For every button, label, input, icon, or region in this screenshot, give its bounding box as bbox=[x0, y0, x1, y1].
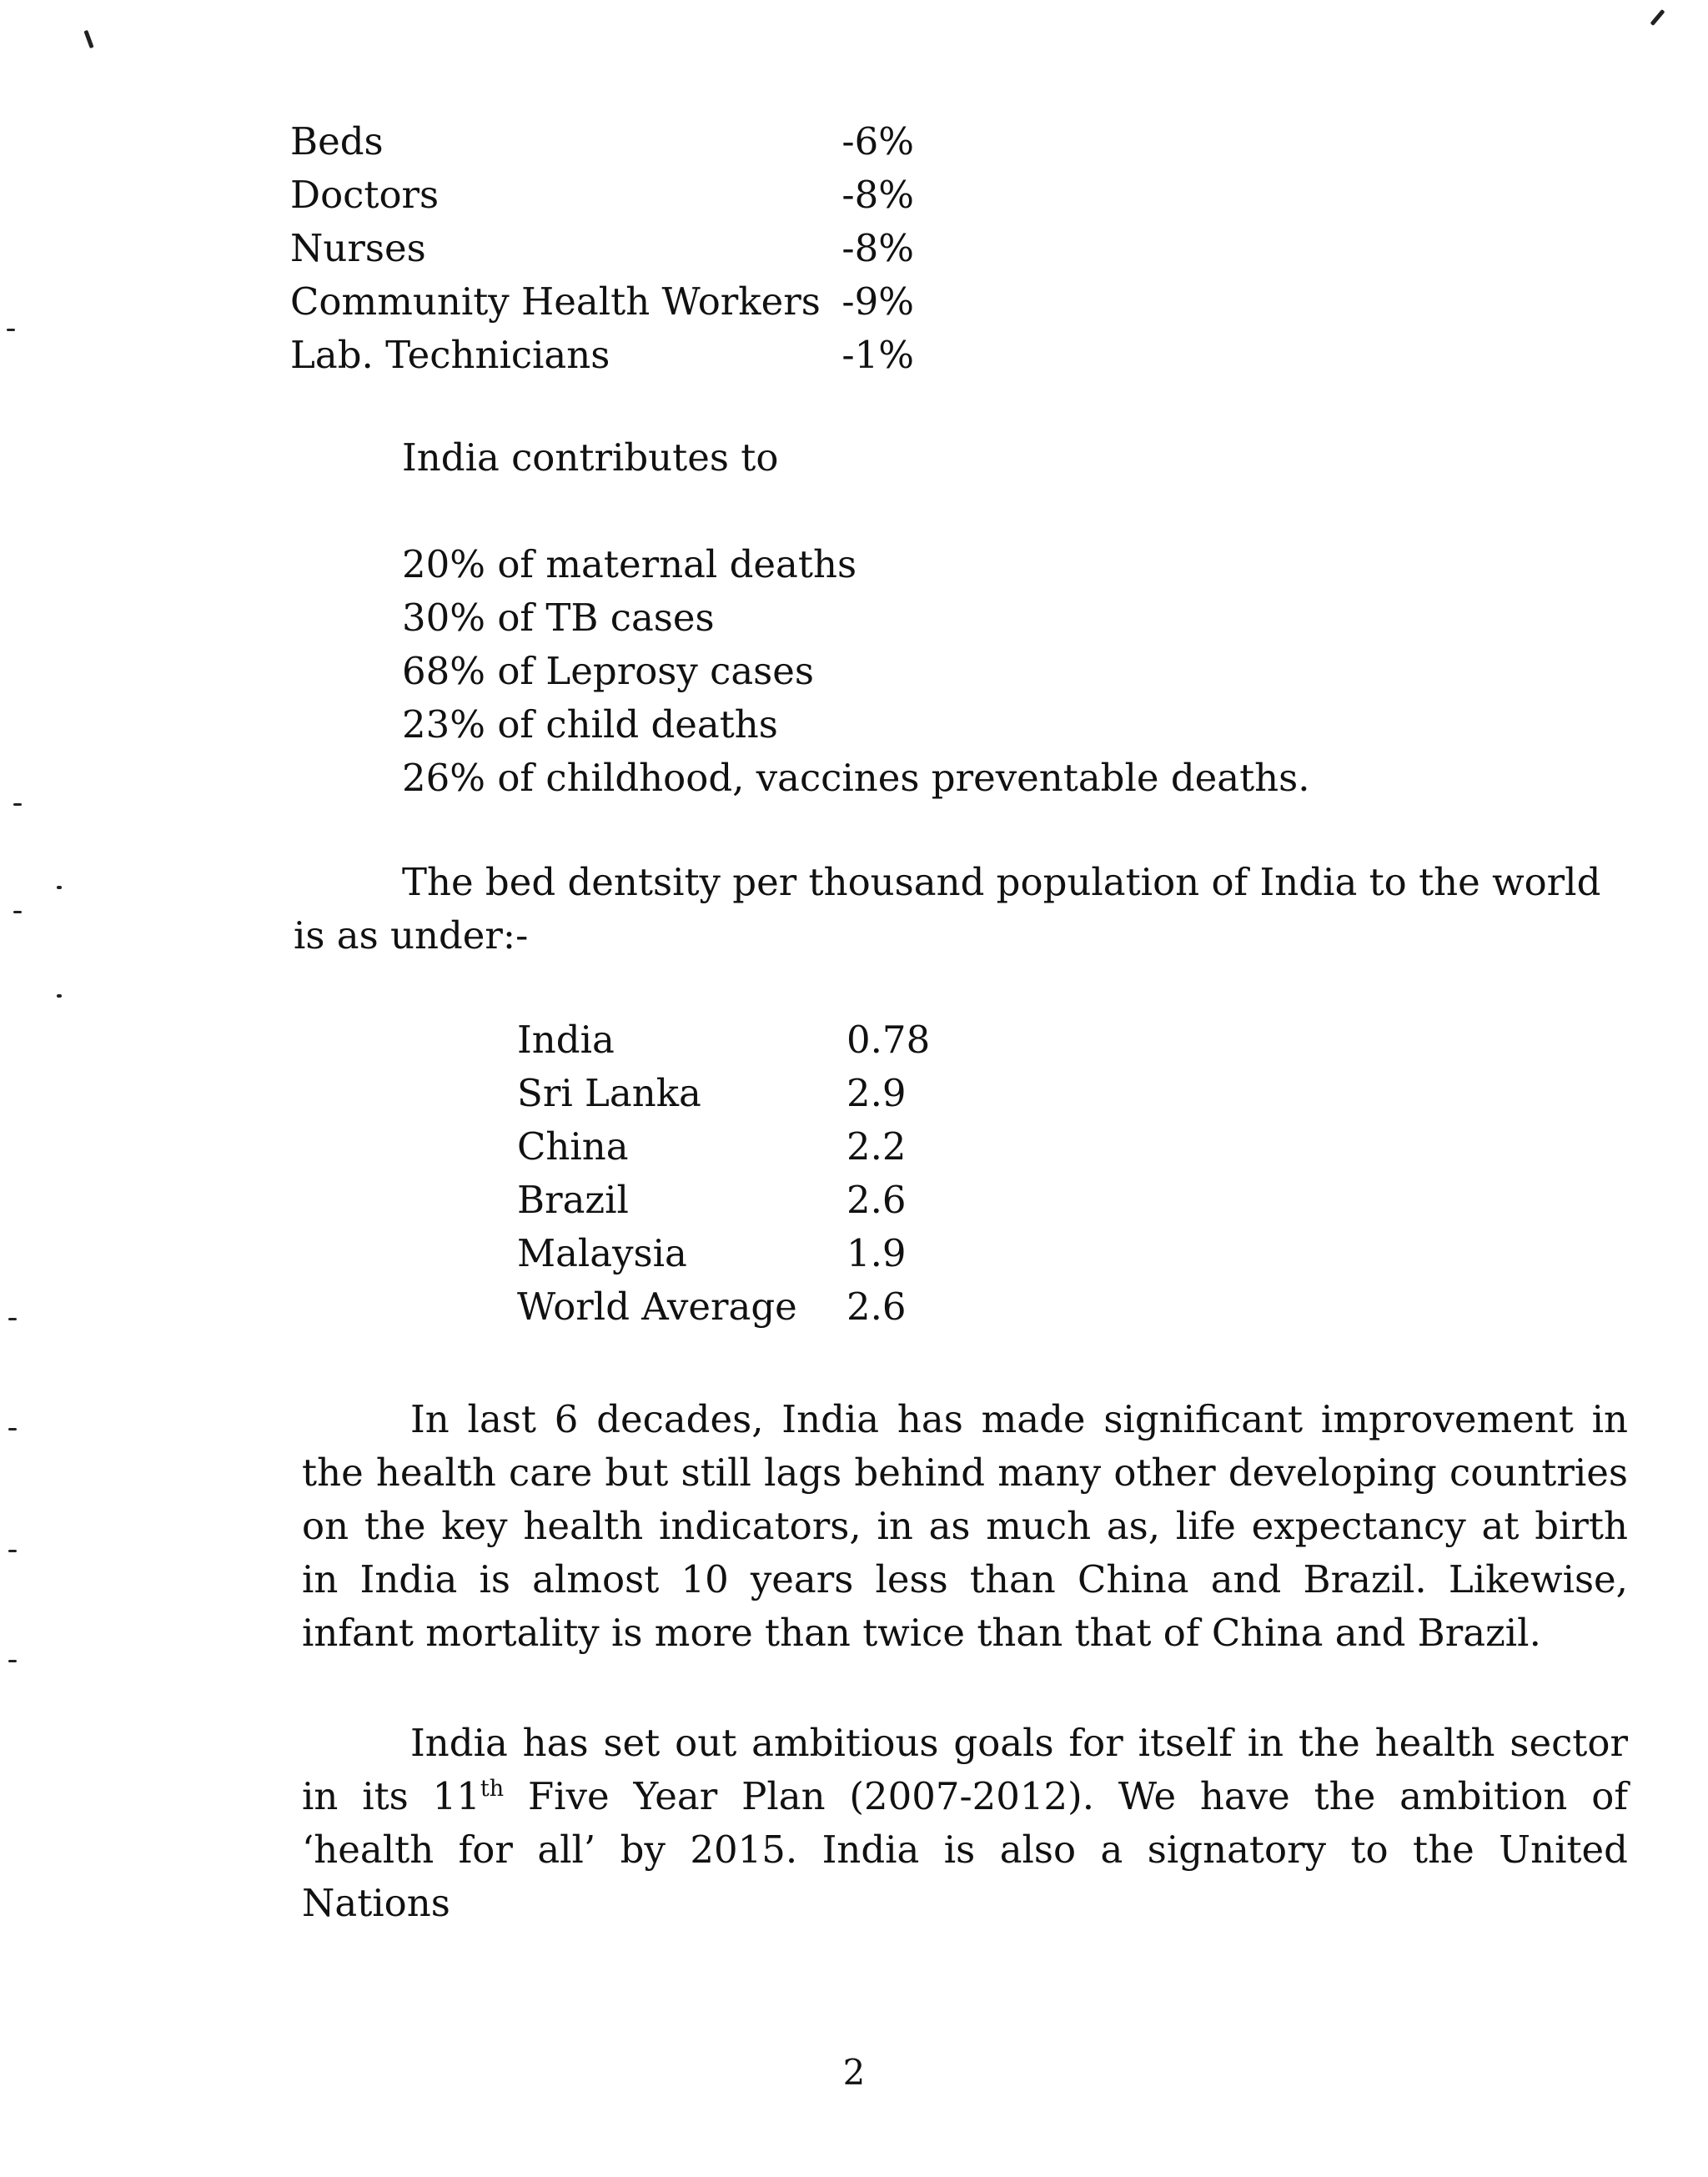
list-item: 68% of Leprosy cases bbox=[402, 649, 814, 693]
shortage-label: Beds bbox=[290, 119, 384, 163]
bed-value: 0.78 bbox=[846, 1018, 931, 1062]
scan-mark bbox=[83, 30, 93, 48]
scan-mark bbox=[13, 803, 22, 806]
bed-value: 2.6 bbox=[846, 1178, 907, 1222]
paragraph-decades-text: In last 6 decades, India has made significant improvement in the health care but still lags behind many other developing countries on the key health indicators, in as much as, life expectancy at birth in India is almost 10 years less than China and Brazil. Likewise, infant mortality is more than twice than that of China and Brazil. bbox=[302, 1397, 1628, 1655]
scan-mark bbox=[8, 1550, 17, 1552]
paragraph-decades bbox=[302, 1393, 1628, 1660]
bed-value: 2.6 bbox=[846, 1285, 907, 1329]
shortage-label: Lab. Technicians bbox=[290, 333, 610, 377]
shortage-value: -9% bbox=[841, 279, 914, 324]
bed-country: Brazil bbox=[517, 1178, 629, 1222]
shortage-value: -8% bbox=[841, 226, 914, 270]
paragraph-goals-text: India has set out ambitious goals for itself in the health sector in its 11 bbox=[302, 1721, 1628, 1818]
list-item: 30% of TB cases bbox=[402, 596, 715, 640]
paragraph-goals-text-cont: Five Year Plan (2007-2012). We have the ambition of ‘health for all’ by 2015. India is also a signatory to the United Nations bbox=[302, 1774, 1628, 1925]
contributes-intro: India contributes to bbox=[402, 435, 779, 480]
paragraph-goals bbox=[302, 1717, 1628, 1930]
list-item: 26% of childhood, vaccines preventable deaths. bbox=[402, 756, 1310, 800]
shortage-value: -8% bbox=[841, 173, 914, 217]
list-item: 20% of maternal deaths bbox=[402, 542, 857, 586]
bed-country: Sri Lanka bbox=[517, 1071, 701, 1115]
scan-mark bbox=[8, 1318, 17, 1320]
shortage-label: Community Health Workers bbox=[290, 279, 821, 324]
shortage-value: -6% bbox=[841, 119, 914, 163]
scan-mark bbox=[8, 1428, 17, 1430]
bed-country: India bbox=[517, 1018, 615, 1062]
scan-mark bbox=[13, 911, 22, 913]
bed-country: China bbox=[517, 1124, 629, 1169]
scan-mark bbox=[7, 329, 15, 331]
shortage-value: -1% bbox=[841, 333, 914, 377]
shortage-label: Doctors bbox=[290, 173, 440, 217]
list-item: 23% of child deaths bbox=[402, 702, 778, 747]
bed-country: Malaysia bbox=[517, 1231, 687, 1275]
scan-mark bbox=[57, 886, 62, 889]
bed-country: World Average bbox=[517, 1285, 797, 1329]
bed-density-intro-line1: The bed dentsity per thousand population of India to the world bbox=[402, 860, 1601, 904]
bed-value: 1.9 bbox=[846, 1231, 907, 1275]
scan-mark bbox=[57, 994, 62, 998]
shortage-label: Nurses bbox=[290, 226, 426, 270]
page-number: 2 bbox=[842, 2052, 866, 2093]
bed-density-intro-line2: is as under:- bbox=[294, 913, 529, 958]
bed-value: 2.9 bbox=[846, 1071, 907, 1115]
scan-mark bbox=[1650, 9, 1665, 26]
superscript: th bbox=[480, 1776, 505, 1802]
scan-mark bbox=[8, 1660, 17, 1662]
bed-value: 2.2 bbox=[846, 1124, 907, 1169]
